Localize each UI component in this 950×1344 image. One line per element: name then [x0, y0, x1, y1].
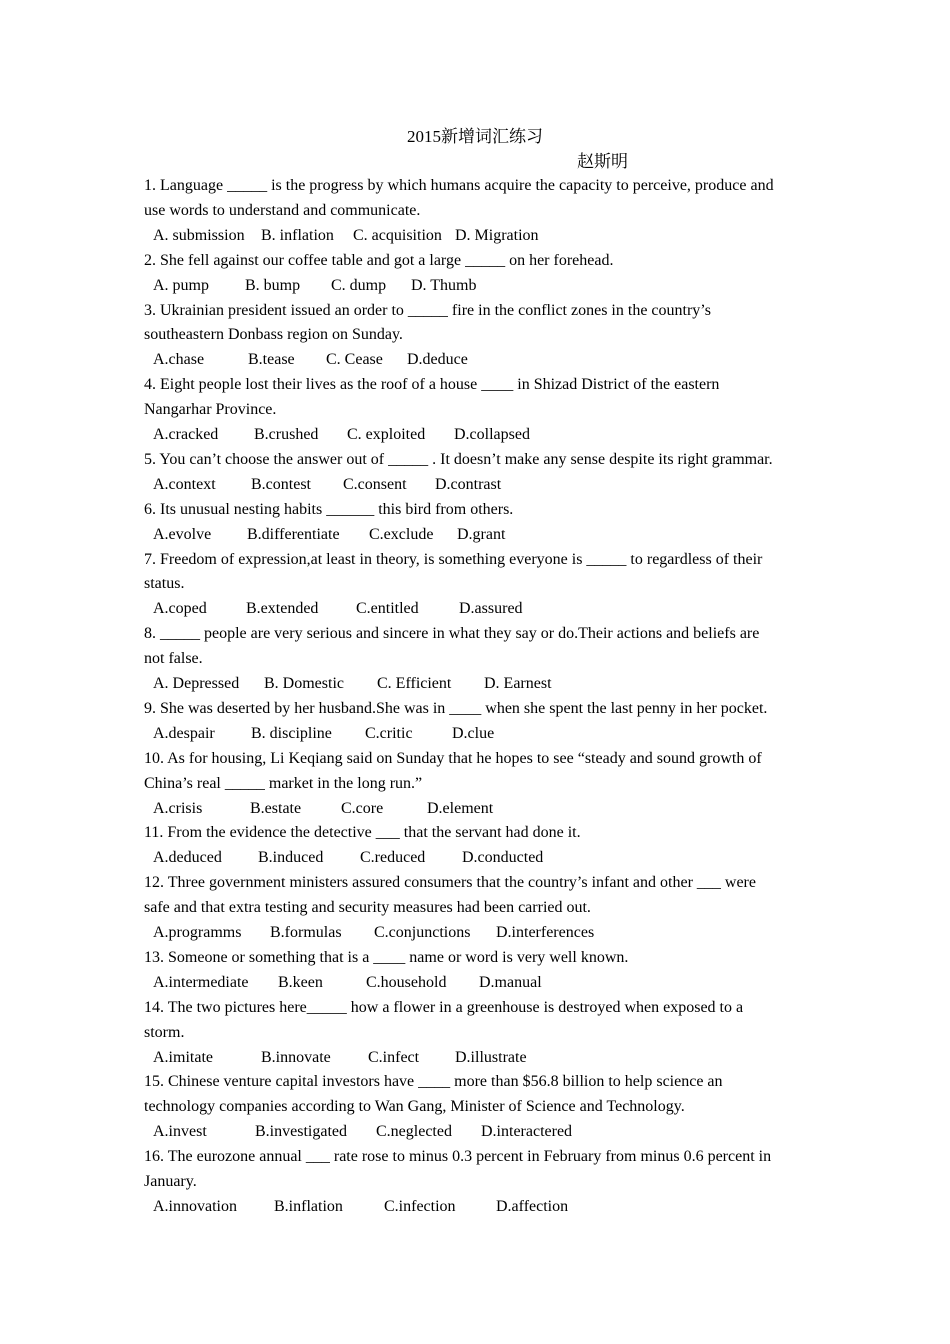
option-c: C. exploited	[347, 426, 426, 444]
option-a: A. submission	[153, 226, 245, 244]
option-b: B.crushed	[254, 426, 319, 444]
option-b: B.tease	[248, 351, 295, 369]
option-d: D. Migration	[455, 226, 539, 244]
answer-options	[144, 274, 809, 299]
option-c: C.core	[341, 799, 384, 817]
option-c: C. dump	[331, 276, 387, 294]
option-d: D.interactered	[481, 1123, 573, 1141]
question-text-continued: technology companies according to Wan Gang, Minister of Science and Technology.	[144, 1098, 685, 1116]
option-b: B.extended	[246, 600, 319, 618]
option-d: D.deduce	[407, 351, 468, 369]
question-text-continued: January.	[144, 1173, 197, 1191]
answer-options	[144, 423, 809, 448]
answer-options	[144, 672, 809, 697]
option-d: D.affection	[496, 1197, 569, 1215]
question-text: 6. Its unusual nesting habits ______ this bird from others.	[144, 500, 514, 518]
question-text-continued: storm.	[144, 1023, 185, 1041]
option-a: A.deduced	[153, 849, 222, 867]
option-a: A.despair	[153, 724, 215, 742]
question-text-continued: Nangarhar Province.	[144, 401, 277, 419]
option-d: D. Earnest	[484, 675, 552, 693]
option-c: C.exclude	[369, 525, 434, 543]
page-title: 2015新增词汇练习	[407, 127, 543, 146]
option-b: B. bump	[245, 276, 301, 294]
option-d: D. Thumb	[411, 276, 477, 294]
option-d: D.contrast	[435, 475, 502, 493]
question-text: 4. Eight people lost their lives as the roof of a house ____ in Shizad District of the eastern	[144, 376, 720, 394]
option-c: C.infect	[368, 1048, 420, 1066]
question-text-continued: China’s real _____ market in the long run.”	[144, 774, 423, 792]
question-text-continued: status.	[144, 575, 185, 593]
author-name: 赵斯明	[577, 152, 628, 171]
option-c: C. Cease	[326, 351, 383, 369]
option-b: B. discipline	[251, 724, 332, 742]
question-text: 3. Ukrainian president issued an order to _____ fire in the conflict zones in the country’s	[144, 301, 711, 319]
question-text: 14. The two pictures here_____ how a flower in a greenhouse is destroyed when exposed to a	[144, 998, 744, 1016]
option-a: A.cracked	[153, 426, 219, 444]
option-b: B.induced	[258, 849, 324, 867]
option-c: C.consent	[343, 475, 407, 493]
option-a: A.context	[153, 475, 216, 493]
option-b: B.contest	[251, 475, 311, 493]
option-c: C.infection	[384, 1197, 456, 1215]
question-text: 1. Language _____ is the progress by which humans acquire the capacity to perceive, produce and	[144, 177, 774, 194]
question-text: 16. The eurozone annual ___ rate rose to minus 0.3 percent in February from minus 0.6 percent in	[144, 1148, 772, 1166]
question-text: 8. _____ people are very serious and sincere in what they say or do.Their actions and beliefs are	[144, 625, 760, 643]
option-a: A.invest	[153, 1123, 207, 1141]
option-c: C.conjunctions	[374, 924, 471, 942]
question-text: 11. From the evidence the detective ___ that the servant had done it.	[144, 824, 581, 842]
option-d: D.collapsed	[454, 426, 530, 444]
option-a: A. Depressed	[153, 675, 240, 693]
option-a: A.crisis	[153, 799, 203, 817]
option-b: B.keen	[278, 973, 323, 991]
option-c: C.neglected	[376, 1123, 452, 1141]
option-d: D.assured	[459, 600, 523, 618]
question-text: 12. Three government ministers assured consumers that the country’s infant and other ___ were	[144, 874, 756, 892]
option-d: D.manual	[479, 973, 542, 991]
question-text-continued: southeastern Donbass region on Sunday.	[144, 326, 403, 344]
option-a: A.chase	[153, 351, 205, 369]
option-d: D.interferences	[496, 924, 595, 942]
answer-options	[144, 971, 809, 996]
option-a: A.evolve	[153, 525, 212, 543]
option-a: A. pump	[153, 276, 209, 294]
option-c: C.household	[366, 973, 447, 991]
option-c: C.reduced	[360, 849, 426, 867]
answer-options	[144, 797, 809, 822]
answer-options	[144, 224, 809, 249]
option-a: A.imitate	[153, 1048, 213, 1066]
answer-options	[144, 597, 809, 622]
option-b: B.estate	[250, 799, 302, 817]
option-d: D.conducted	[462, 849, 544, 867]
answer-options	[144, 1046, 809, 1071]
option-b: B.innovate	[261, 1048, 331, 1066]
answer-options	[144, 523, 809, 548]
option-c: C.entitled	[356, 600, 419, 618]
option-b: B.differentiate	[247, 525, 340, 543]
option-b: B.inflation	[274, 1197, 343, 1215]
question-text: 9. She was deserted by her husband.She was in ____ when she spent the last penny in her pocket.	[144, 699, 768, 717]
question-text: 15. Chinese venture capital investors have ____ more than $56.8 billion to help science an	[144, 1073, 723, 1091]
option-a: A.innovation	[153, 1197, 237, 1215]
option-b: B. Domestic	[264, 675, 344, 693]
option-d: D.grant	[457, 525, 506, 543]
option-b: B.investigated	[255, 1123, 347, 1141]
question-list	[144, 174, 809, 1220]
answer-options	[144, 473, 809, 498]
option-a: A.intermediate	[153, 973, 249, 991]
option-c: C. Efficient	[377, 675, 452, 693]
question-text: 2. She fell against our coffee table and got a large _____ on her forehead.	[144, 251, 614, 269]
answer-options	[144, 921, 809, 946]
question-text: 13. Someone or something that is a ____ name or word is very well known.	[144, 948, 629, 966]
option-d: D.clue	[452, 724, 495, 742]
option-d: D.illustrate	[455, 1048, 527, 1066]
answer-options	[144, 846, 809, 871]
question-text-continued: use words to understand and communicate.	[144, 201, 421, 219]
question-text-continued: not false.	[144, 650, 203, 668]
option-a: A.coped	[153, 600, 207, 618]
answer-options	[144, 722, 809, 747]
question-text-continued: safe and that extra testing and security measures had been carried out.	[144, 899, 591, 917]
answer-options	[144, 348, 809, 373]
option-b: B. inflation	[261, 226, 334, 244]
option-c: C. acquisition	[353, 226, 442, 244]
answer-options	[144, 1120, 809, 1145]
answer-options	[144, 1195, 809, 1220]
option-b: B.formulas	[270, 924, 342, 942]
question-text: 10. As for housing, Li Keqiang said on Sunday that he hopes to see “steady and sound growth of	[144, 749, 762, 767]
option-c: C.critic	[365, 724, 413, 742]
option-d: D.element	[427, 799, 494, 817]
question-text: 5. You can’t choose the answer out of _____ . It doesn’t make any sense despite its right grammar.	[144, 450, 773, 468]
option-a: A.programms	[153, 924, 242, 942]
question-text: 7. Freedom of expression,at least in theory, is something everyone is _____ to regardless of their	[144, 550, 763, 568]
